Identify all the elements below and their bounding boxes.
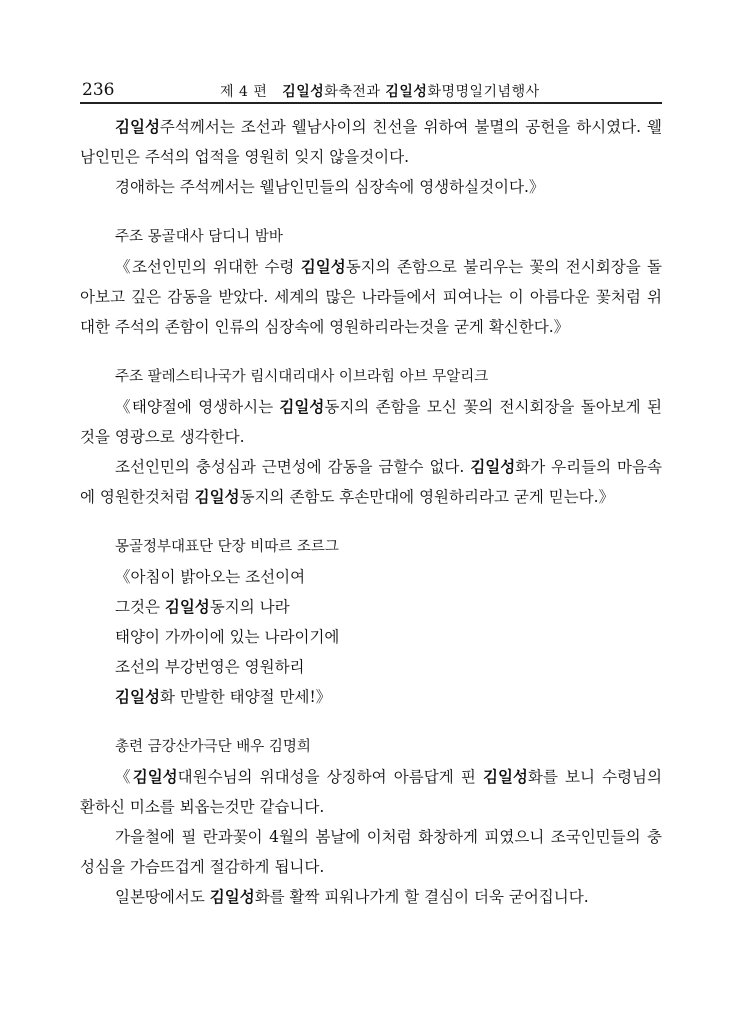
paragraph: 《김일성대원수님의 위대성을 상징하여 아름답게 핀 김일성화를 보니 수령님의 환하신 미소를 뵈옵는것만 같습니다. (80, 768, 662, 816)
poem-line: 《아침이 밝아오는 조선이여 (115, 568, 306, 586)
header-rule (80, 102, 662, 104)
speaker-line: 주조 팔레스티나국가 림시대리대사 이브라힘 아브 무알리크 (115, 369, 489, 385)
speaker-line: 몽골정부대표단 단장 비따르 조르그 (115, 539, 339, 555)
speaker-line: 주조 몽골대사 담디니 밤바 (115, 229, 283, 245)
page-body (80, 112, 662, 912)
paragraph: 김일성주석께서는 조선과 웰남사이의 친선을 위하여 불멸의 공헌을 하시였다. 웰남인민은 주석의 업적을 영원히 잊지 않을것이다. (80, 118, 662, 166)
page-header (80, 78, 662, 102)
paragraph: 《태양절에 영생하시는 김일성동지의 존함을 모신 꽃의 전시회장을 돌아보게 된것을 영광으로 생각한다. (80, 398, 662, 446)
running-title: 제 4 편 김일성화축전과 김일성화명명일기념행사 (220, 84, 540, 100)
paragraph: 《조선인민의 위대한 수령 김일성동지의 존함으로 불리우는 꽃의 전시회장을 돌아보고 깊은 감동을 받았다. 세계의 많은 나라들에서 피여나는 이 아름다운 꽃처럼 위대한 주석의 존함이 인류의 심장속에 영원하리라는것을 굳게 확신한다.》 (80, 258, 662, 336)
paragraph: 가을철에 필 란과꽃이 4월의 봄날에 이처럼 화창하게 피였으니 조국인민들의 충성심을 가슴뜨겁게 절감하게 됩니다. (80, 828, 662, 876)
paragraph: 경애하는 주석께서는 웰남인민들의 심장속에 영생하실것이다.》 (115, 178, 545, 196)
page-number: 236 (82, 80, 115, 100)
poem-line: 조선의 부강번영은 영원하리 (115, 658, 305, 676)
paragraph: 조선인민의 충성심과 근면성에 감동을 금할수 없다. 김일성화가 우리들의 마음속에 영원한것처럼 김일성동지의 존함도 후손만대에 영원하리라고 굳게 믿는다.》 (80, 458, 662, 506)
poem-line: 김일성화 만발한 태양절 만세!》 (115, 688, 332, 706)
paragraph: 일본땅에서도 김일성화를 활짝 피워나가게 할 결심이 더욱 굳어집니다. (115, 888, 589, 906)
speaker-line: 총련 금강산가극단 배우 김명희 (115, 739, 311, 755)
poem-line: 그것은 김일성동지의 나라 (115, 598, 290, 616)
poem-line: 태양이 가까이에 있는 나라이기에 (115, 628, 340, 646)
